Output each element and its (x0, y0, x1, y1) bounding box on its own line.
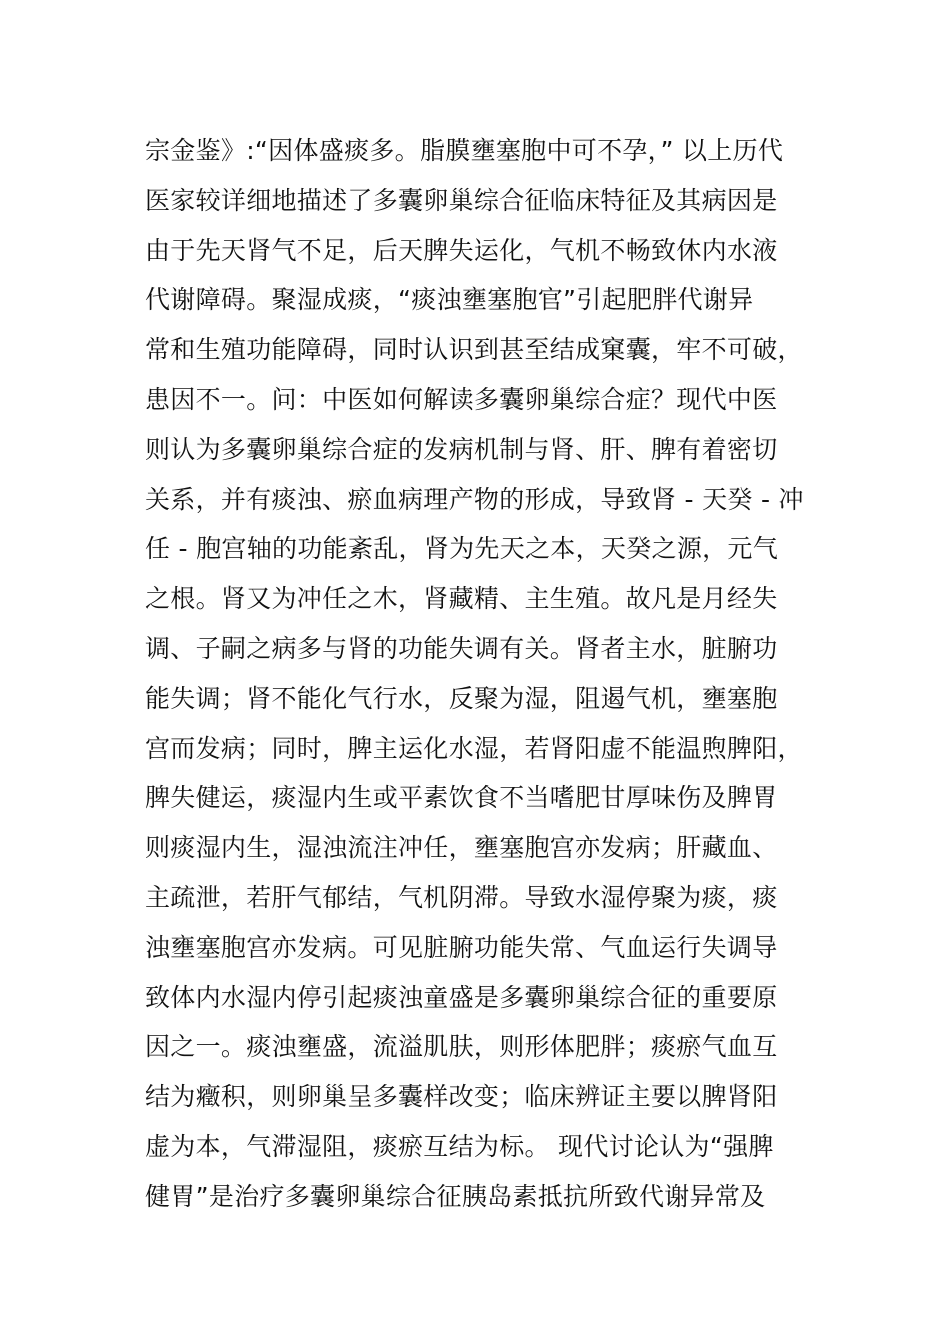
text-line-13: 宫而发病；同时，脾主运化水湿，若肾阳虚不能温煦脾阳， (145, 733, 803, 763)
text-line-9: 任 - 胞宫轴的功能紊乱，肾为先天之本，天癸之源，元气 (145, 534, 779, 564)
text-line-1: 宗金鉴》:“因体盛痰多。脂膜壅塞胞中可不孕，” 以上历代 (145, 136, 784, 165)
text-line-5: 常和生殖功能障碍，同时认识到甚至结成窠囊，牢不可破， (145, 335, 803, 365)
body-text (145, 126, 815, 1222)
text-line-15: 则痰湿内生，湿浊流注冲任，壅塞胞宫亦发病；肝藏血、 (145, 833, 778, 863)
text-line-22: 健胃”是治疗多囊卵巢综合征胰岛素抵抗所致代谢异常及 (145, 1181, 766, 1211)
text-line-20: 结为癥积，则卵巢呈多囊样改变；临床辨证主要以脾肾阳 (145, 1082, 778, 1112)
text-line-14: 脾失健运，痰湿内生或平素饮食不当嗜肥甘厚味伤及脾胃 (145, 783, 778, 813)
text-line-7: 则认为多囊卵巢综合症的发病机制与肾、肝、脾有着密切 (145, 434, 778, 464)
text-line-3: 由于先天肾气不足，后天脾失运化，气机不畅致休内水液 (145, 235, 778, 265)
text-line-4: 代谢障碍。聚湿成痰，“痰浊壅塞胞官”引起肥胖代谢异 (145, 285, 754, 315)
text-line-16: 主疏泄，若肝气郁结，气机阴滞。导致水湿停聚为痰，痰 (145, 882, 778, 912)
text-line-11: 调、子嗣之病多与肾的功能失调有关。肾者主水，脏腑功 (145, 633, 778, 663)
text-line-21: 虚为本，气滞湿阻，痰瘀互结为标。 现代讨论认为“强脾 (145, 1131, 774, 1161)
text-line-18: 致体内水湿内停引起痰浊童盛是多囊卵巢综合征的重要原 (145, 982, 778, 1012)
text-line-6: 患因不一。问：中医如何解读多囊卵巢综合症？现代中医 (145, 384, 778, 414)
text-line-12: 能失调；肾不能化气行水，反聚为湿，阻遏气机，壅塞胞 (145, 683, 778, 713)
text-line-19: 因之一。痰浊壅盛，流溢肌肤，则形体肥胖；痰瘀气血互 (145, 1032, 778, 1062)
text-line-17: 浊壅塞胞宫亦发病。可见脏腑功能失常、气血运行失调导 (145, 932, 778, 962)
text-line-10: 之根。肾又为冲任之木，肾藏精、主生殖。故凡是月经失 (145, 584, 778, 614)
text-line-8: 关系，并有痰浊、瘀血病理产物的形成，导致肾 - 天癸 - 冲 (145, 484, 804, 514)
text-line-2: 医家较详细地描述了多囊卵巢综合征临床特征及其病因是 (145, 185, 778, 215)
